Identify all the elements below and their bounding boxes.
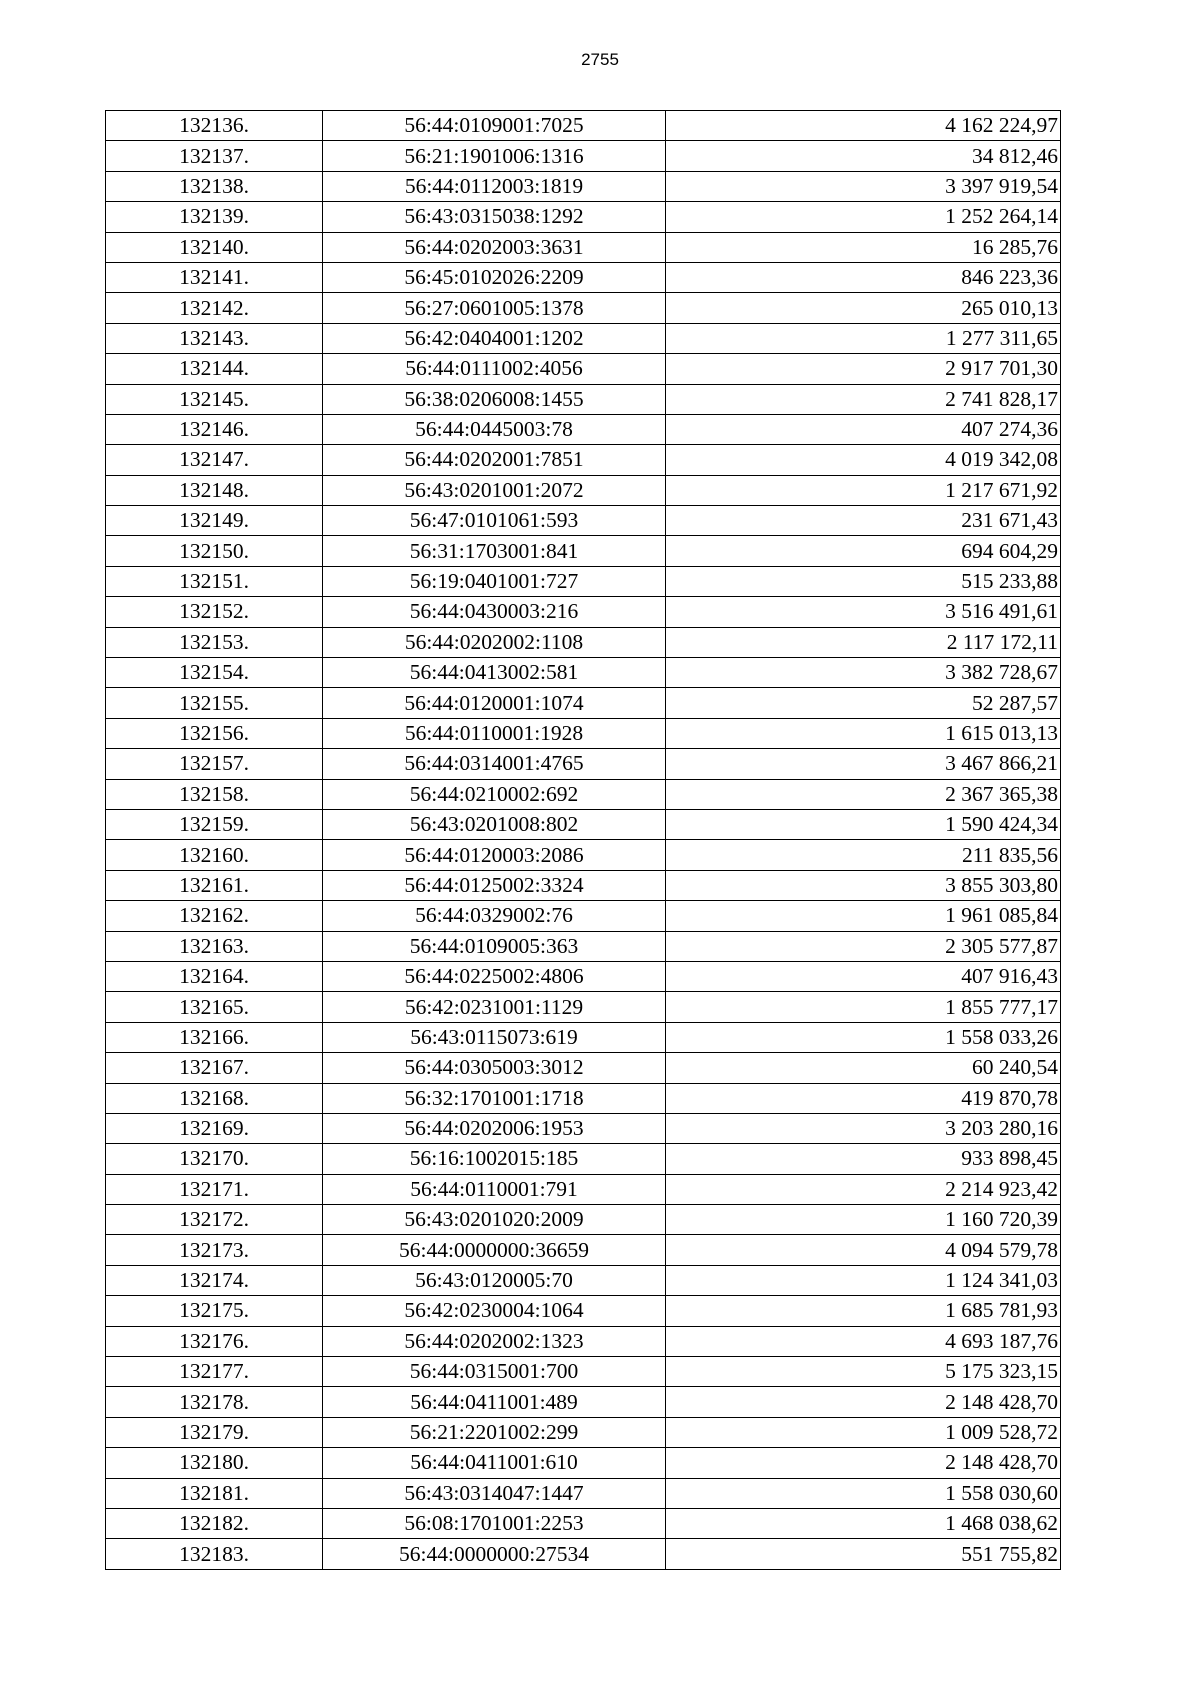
table-row <box>106 1387 1061 1417</box>
cadastral-value-cell: 419 870,78 <box>666 1083 1061 1113</box>
row-number-cell: 132147. <box>106 445 323 475</box>
cadastral-number-cell: 56:08:1701001:2253 <box>323 1508 666 1538</box>
table-body <box>106 111 1061 1570</box>
row-number-cell: 132150. <box>106 536 323 566</box>
row-number-cell: 132140. <box>106 232 323 262</box>
cadastral-number-cell: 56:47:0101061:593 <box>323 506 666 536</box>
row-number-cell: 132181. <box>106 1478 323 1508</box>
cadastral-value-cell: 1 855 777,17 <box>666 992 1061 1022</box>
row-number-cell: 132162. <box>106 901 323 931</box>
cadastral-value-cell: 3 855 303,80 <box>666 870 1061 900</box>
row-number-cell: 132180. <box>106 1448 323 1478</box>
cadastral-number-cell: 56:44:0111002:4056 <box>323 354 666 384</box>
table-row <box>106 1448 1061 1478</box>
cadastral-number-cell: 56:44:0000000:36659 <box>323 1235 666 1265</box>
row-number-cell: 132141. <box>106 262 323 292</box>
cadastral-value-cell: 407 274,36 <box>666 414 1061 444</box>
table-row <box>106 809 1061 839</box>
cadastral-number-cell: 56:44:0305003:3012 <box>323 1053 666 1083</box>
row-number-cell: 132151. <box>106 566 323 596</box>
cadastral-number-cell: 56:43:0120005:70 <box>323 1265 666 1295</box>
table-row <box>106 141 1061 171</box>
cadastral-number-cell: 56:42:0231001:1129 <box>323 992 666 1022</box>
cadastral-value-cell: 52 287,57 <box>666 688 1061 718</box>
cadastral-value-cell: 2 367 365,38 <box>666 779 1061 809</box>
row-number-cell: 132138. <box>106 171 323 201</box>
row-number-cell: 132165. <box>106 992 323 1022</box>
row-number-cell: 132154. <box>106 658 323 688</box>
cadastral-number-cell: 56:44:0202003:3631 <box>323 232 666 262</box>
table-row <box>106 566 1061 596</box>
cadastral-number-cell: 56:19:0401001:727 <box>323 566 666 596</box>
row-number-cell: 132149. <box>106 506 323 536</box>
cadastral-number-cell: 56:44:0225002:4806 <box>323 961 666 991</box>
page-number: 2755 <box>581 50 619 69</box>
table-row <box>106 718 1061 748</box>
cadastral-value-cell: 3 516 491,61 <box>666 597 1061 627</box>
cadastral-number-cell: 56:44:0411001:610 <box>323 1448 666 1478</box>
table-row <box>106 1205 1061 1235</box>
cadastral-number-cell: 56:43:0201020:2009 <box>323 1205 666 1235</box>
table-row <box>106 323 1061 353</box>
row-number-cell: 132143. <box>106 323 323 353</box>
cadastral-number-cell: 56:44:0329002:76 <box>323 901 666 931</box>
table-row <box>106 688 1061 718</box>
row-number-cell: 132173. <box>106 1235 323 1265</box>
table-row <box>106 1022 1061 1052</box>
cadastral-value-cell: 1 160 720,39 <box>666 1205 1061 1235</box>
cadastral-value-cell: 3 203 280,16 <box>666 1113 1061 1143</box>
cadastral-value-cell: 60 240,54 <box>666 1053 1061 1083</box>
cadastral-value-cell: 3 382 728,67 <box>666 658 1061 688</box>
row-number-cell: 132176. <box>106 1326 323 1356</box>
table-row <box>106 1326 1061 1356</box>
table-row <box>106 506 1061 536</box>
cadastral-number-cell: 56:44:0430003:216 <box>323 597 666 627</box>
cadastral-value-cell: 265 010,13 <box>666 293 1061 323</box>
table-row <box>106 111 1061 141</box>
cadastral-number-cell: 56:21:2201002:299 <box>323 1417 666 1447</box>
cadastral-number-cell: 56:42:0230004:1064 <box>323 1296 666 1326</box>
row-number-cell: 132172. <box>106 1205 323 1235</box>
table-row <box>106 1083 1061 1113</box>
cadastral-value-cell: 4 162 224,97 <box>666 111 1061 141</box>
row-number-cell: 132157. <box>106 749 323 779</box>
cadastral-value-cell: 231 671,43 <box>666 506 1061 536</box>
cadastral-number-cell: 56:43:0201008:802 <box>323 809 666 839</box>
table-row <box>106 293 1061 323</box>
cadastral-value-cell: 4 693 187,76 <box>666 1326 1061 1356</box>
cadastral-value-cell: 407 916,43 <box>666 961 1061 991</box>
table-row <box>106 202 1061 232</box>
row-number-cell: 132146. <box>106 414 323 444</box>
row-number-cell: 132139. <box>106 202 323 232</box>
table-row <box>106 262 1061 292</box>
table-row <box>106 1539 1061 1569</box>
row-number-cell: 132168. <box>106 1083 323 1113</box>
row-number-cell: 132144. <box>106 354 323 384</box>
cadastral-number-cell: 56:44:0202002:1323 <box>323 1326 666 1356</box>
row-number-cell: 132142. <box>106 293 323 323</box>
table-row <box>106 1235 1061 1265</box>
cadastral-number-cell: 56:43:0314047:1447 <box>323 1478 666 1508</box>
row-number-cell: 132170. <box>106 1144 323 1174</box>
cadastral-number-cell: 56:43:0201001:2072 <box>323 475 666 505</box>
table-row <box>106 1265 1061 1295</box>
row-number-cell: 132174. <box>106 1265 323 1295</box>
cadastral-number-cell: 56:44:0112003:1819 <box>323 171 666 201</box>
row-number-cell: 132158. <box>106 779 323 809</box>
cadastral-number-cell: 56:27:0601005:1378 <box>323 293 666 323</box>
cadastral-value-cell: 1 468 038,62 <box>666 1508 1061 1538</box>
row-number-cell: 132183. <box>106 1539 323 1569</box>
cadastral-value-cell: 1 590 424,34 <box>666 809 1061 839</box>
cadastral-number-cell: 56:44:0109005:363 <box>323 931 666 961</box>
table-row <box>106 232 1061 262</box>
cadastral-number-cell: 56:43:0315038:1292 <box>323 202 666 232</box>
cadastral-value-cell: 551 755,82 <box>666 1539 1061 1569</box>
table-row <box>106 779 1061 809</box>
cadastral-value-cell: 1 252 264,14 <box>666 202 1061 232</box>
table-row <box>106 384 1061 414</box>
cadastral-value-cell: 2 214 923,42 <box>666 1174 1061 1204</box>
cadastral-number-cell: 56:44:0314001:4765 <box>323 749 666 779</box>
table-row <box>106 931 1061 961</box>
row-number-cell: 132156. <box>106 718 323 748</box>
table-row <box>106 1296 1061 1326</box>
row-number-cell: 132137. <box>106 141 323 171</box>
table-row <box>106 1113 1061 1143</box>
cadastral-value-cell: 1 277 311,65 <box>666 323 1061 353</box>
row-number-cell: 132159. <box>106 809 323 839</box>
row-number-cell: 132175. <box>106 1296 323 1326</box>
cadastral-value-cell: 1 009 528,72 <box>666 1417 1061 1447</box>
table-row <box>106 1174 1061 1204</box>
cadastral-value-table <box>105 110 1061 1570</box>
table-row <box>106 1053 1061 1083</box>
row-number-cell: 132182. <box>106 1508 323 1538</box>
table-row <box>106 597 1061 627</box>
cadastral-number-cell: 56:44:0110001:791 <box>323 1174 666 1204</box>
row-number-cell: 132155. <box>106 688 323 718</box>
row-number-cell: 132164. <box>106 961 323 991</box>
cadastral-value-cell: 3 467 866,21 <box>666 749 1061 779</box>
cadastral-value-cell: 1 558 033,26 <box>666 1022 1061 1052</box>
table-row <box>106 354 1061 384</box>
cadastral-value-cell: 2 917 701,30 <box>666 354 1061 384</box>
row-number-cell: 132161. <box>106 870 323 900</box>
row-number-cell: 132178. <box>106 1387 323 1417</box>
cadastral-value-cell: 2 117 172,11 <box>666 627 1061 657</box>
table-row <box>106 992 1061 1022</box>
table-row <box>106 414 1061 444</box>
table-row <box>106 1478 1061 1508</box>
cadastral-number-cell: 56:44:0000000:27534 <box>323 1539 666 1569</box>
table-row <box>106 171 1061 201</box>
row-number-cell: 132167. <box>106 1053 323 1083</box>
cadastral-value-cell: 4 094 579,78 <box>666 1235 1061 1265</box>
cadastral-number-cell: 56:44:0411001:489 <box>323 1387 666 1417</box>
table-row <box>106 901 1061 931</box>
table-row <box>106 961 1061 991</box>
cadastral-value-cell: 1 685 781,93 <box>666 1296 1061 1326</box>
row-number-cell: 132136. <box>106 111 323 141</box>
table-row <box>106 1508 1061 1538</box>
row-number-cell: 132152. <box>106 597 323 627</box>
table-row <box>106 1417 1061 1447</box>
table-row <box>106 840 1061 870</box>
cadastral-value-cell: 1 124 341,03 <box>666 1265 1061 1295</box>
cadastral-value-cell: 1 217 671,92 <box>666 475 1061 505</box>
cadastral-value-cell: 694 604,29 <box>666 536 1061 566</box>
table-row <box>106 749 1061 779</box>
cadastral-value-cell: 2 148 428,70 <box>666 1448 1061 1478</box>
cadastral-number-cell: 56:42:0404001:1202 <box>323 323 666 353</box>
row-number-cell: 132169. <box>106 1113 323 1143</box>
cadastral-number-cell: 56:44:0210002:692 <box>323 779 666 809</box>
table-row <box>106 627 1061 657</box>
cadastral-number-cell: 56:44:0120003:2086 <box>323 840 666 870</box>
cadastral-value-cell: 515 233,88 <box>666 566 1061 596</box>
cadastral-number-cell: 56:45:0102026:2209 <box>323 262 666 292</box>
cadastral-number-cell: 56:43:0115073:619 <box>323 1022 666 1052</box>
row-number-cell: 132153. <box>106 627 323 657</box>
cadastral-value-cell: 1 961 085,84 <box>666 901 1061 931</box>
cadastral-number-cell: 56:44:0202006:1953 <box>323 1113 666 1143</box>
cadastral-number-cell: 56:44:0445003:78 <box>323 414 666 444</box>
cadastral-value-cell: 2 148 428,70 <box>666 1387 1061 1417</box>
cadastral-number-cell: 56:44:0109001:7025 <box>323 111 666 141</box>
table-row <box>106 1357 1061 1387</box>
table-row <box>106 658 1061 688</box>
cadastral-value-cell: 211 835,56 <box>666 840 1061 870</box>
cadastral-number-cell: 56:44:0413002:581 <box>323 658 666 688</box>
cadastral-value-cell: 5 175 323,15 <box>666 1357 1061 1387</box>
cadastral-value-cell: 4 019 342,08 <box>666 445 1061 475</box>
table-row <box>106 1144 1061 1174</box>
cadastral-number-cell: 56:44:0202001:7851 <box>323 445 666 475</box>
row-number-cell: 132145. <box>106 384 323 414</box>
cadastral-value-cell: 2 741 828,17 <box>666 384 1061 414</box>
cadastral-value-cell: 933 898,45 <box>666 1144 1061 1174</box>
table-row <box>106 475 1061 505</box>
row-number-cell: 132177. <box>106 1357 323 1387</box>
row-number-cell: 132163. <box>106 931 323 961</box>
cadastral-number-cell: 56:38:0206008:1455 <box>323 384 666 414</box>
cadastral-value-cell: 3 397 919,54 <box>666 171 1061 201</box>
cadastral-value-cell: 34 812,46 <box>666 141 1061 171</box>
cadastral-number-cell: 56:44:0202002:1108 <box>323 627 666 657</box>
cadastral-value-cell: 1 558 030,60 <box>666 1478 1061 1508</box>
cadastral-number-cell: 56:44:0120001:1074 <box>323 688 666 718</box>
row-number-cell: 132148. <box>106 475 323 505</box>
cadastral-value-cell: 1 615 013,13 <box>666 718 1061 748</box>
table-row <box>106 445 1061 475</box>
cadastral-number-cell: 56:44:0315001:700 <box>323 1357 666 1387</box>
cadastral-number-cell: 56:16:1002015:185 <box>323 1144 666 1174</box>
row-number-cell: 132166. <box>106 1022 323 1052</box>
cadastral-number-cell: 56:32:1701001:1718 <box>323 1083 666 1113</box>
cadastral-number-cell: 56:44:0110001:1928 <box>323 718 666 748</box>
cadastral-value-cell: 846 223,36 <box>666 262 1061 292</box>
cadastral-number-cell: 56:21:1901006:1316 <box>323 141 666 171</box>
row-number-cell: 132171. <box>106 1174 323 1204</box>
cadastral-number-cell: 56:44:0125002:3324 <box>323 870 666 900</box>
cadastral-value-cell: 2 305 577,87 <box>666 931 1061 961</box>
cadastral-value-cell: 16 285,76 <box>666 232 1061 262</box>
cadastral-number-cell: 56:31:1703001:841 <box>323 536 666 566</box>
table-row <box>106 536 1061 566</box>
row-number-cell: 132179. <box>106 1417 323 1447</box>
table-row <box>106 870 1061 900</box>
row-number-cell: 132160. <box>106 840 323 870</box>
